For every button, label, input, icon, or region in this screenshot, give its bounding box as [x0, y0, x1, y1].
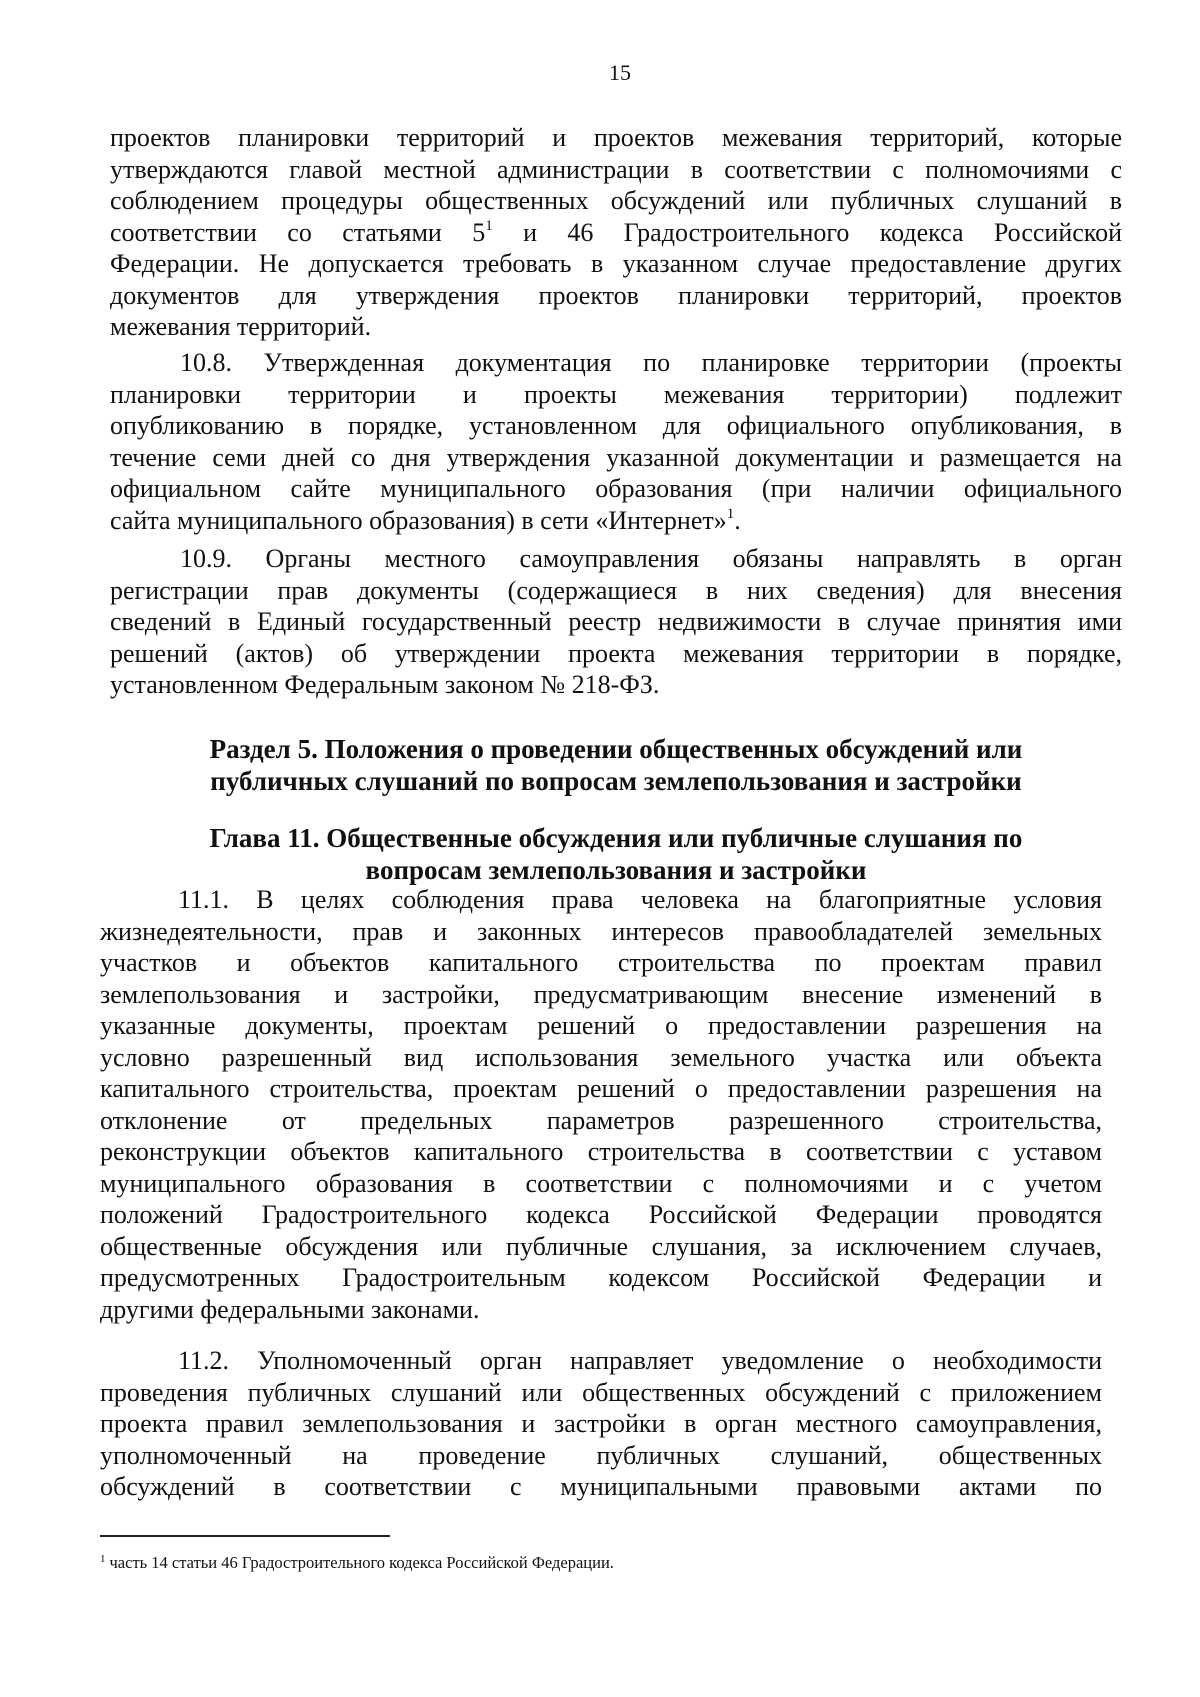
text-line: 10.8. Утвержденная документация по планировке территории (проекты	[180, 348, 1122, 377]
text-fragment: и 46 Градостроительного кодекса Российской	[492, 217, 1122, 247]
text-fragment: сайта муниципального образования) в сети «Интернет»	[110, 505, 727, 535]
text-line: регистрации прав документы (содержащиеся в них сведения) для внесения	[110, 575, 1122, 605]
text-line	[110, 505, 1122, 537]
text-line: планировки территории и проекты межевания территории) подлежит	[110, 379, 1122, 409]
footnote-reference: 1	[485, 217, 493, 234]
paragraph-continuation	[110, 122, 1122, 343]
text-line	[110, 217, 1122, 249]
footnote-text: часть 14 статьи 46 Градостроительного кодекса Российской Федерации.	[109, 1553, 614, 1572]
text-line: уполномоченный на проведение публичных слушаний, общественных	[100, 1440, 1102, 1470]
text-line: 11.1. В целях соблюдения права человека на благоприятные условия	[178, 885, 1102, 914]
text-line: положений Градостроительного кодекса Российской Федерации проводятся	[100, 1200, 1102, 1229]
footnote-marker: 1	[100, 1553, 106, 1565]
heading-line: Глава 11. Общественные обсуждения или публичные слушания по	[209, 823, 1023, 853]
text-line: муниципального образования в соответствии с полномочиями и с учетом	[100, 1168, 1102, 1198]
text-line: Федерации. Не допускается требовать в указанном случае предоставление других	[110, 249, 1122, 278]
text-line: официальном сайте муниципального образования (при наличии официального	[110, 474, 1122, 503]
text-line: межевания территорий.	[110, 312, 372, 341]
text-line: соблюдением процедуры общественных обсуждений или публичных слушаний в	[110, 186, 1122, 215]
text-line: проекта правил землепользования и застройки в орган местного самоуправления,	[100, 1409, 1102, 1438]
text-line: проведения публичных слушаний или общественных обсуждений с приложением	[100, 1377, 1102, 1407]
text-line: общественные обсуждения или публичные слушания, за исключением случаев,	[100, 1231, 1102, 1261]
paragraph-10-9	[110, 543, 1122, 701]
text-line: отклонение от предельных параметров разрешенного строительства,	[100, 1105, 1102, 1135]
heading-line: вопросам землепользования и застройки	[365, 855, 867, 885]
text-line: 10.9. Органы местного самоуправления обязаны направлять в орган	[180, 544, 1122, 573]
heading-line: публичных слушаний по вопросам землепользования и застройки	[210, 766, 1022, 796]
footnote	[100, 1552, 614, 1574]
paragraph-10-8	[110, 347, 1122, 536]
text-line: участков и объектов капитального строительства по проектам правил	[100, 948, 1102, 977]
text-line: землепользования и застройки, предусматривающим внесение изменений в	[100, 979, 1102, 1009]
page-number: 15	[609, 60, 631, 85]
text-line: реконструкции объектов капитального строительства в соответствии с уставом	[100, 1137, 1102, 1166]
heading-line: Раздел 5. Положения о проведении общественных обсуждений или	[209, 734, 1023, 764]
text-line: проектов планировки территорий и проектов межевания территорий, которые	[110, 123, 1122, 152]
chapter-heading	[110, 822, 1122, 886]
text-line: сведений в Единый государственный реестр недвижимости в случае принятия ими	[110, 607, 1122, 636]
text-line: другими федеральными законами.	[100, 1294, 480, 1324]
text-line: установленном Федеральным законом № 218-ФЗ.	[110, 670, 660, 699]
text-line: документов для утверждения проектов планировки территорий, проектов	[110, 280, 1122, 310]
text-fragment: соответствии со статьями 5	[110, 217, 486, 247]
text-fragment: .	[734, 505, 741, 535]
text-line: решений (актов) об утверждении проекта межевания территории в порядке,	[110, 638, 1122, 668]
paragraph-11-1	[100, 884, 1102, 1325]
text-line: указанные документы, проектам решений о предоставлении разрешения на	[100, 1011, 1102, 1040]
footnote-reference: 1	[726, 505, 735, 522]
text-line: условно разрешенный вид использования земельного участка или объекта	[100, 1042, 1102, 1072]
text-line: капитального строительства, проектам решений о предоставлении разрешения на	[100, 1074, 1102, 1103]
text-line: 11.2. Уполномоченный орган направляет уведомление о необходимости	[178, 1346, 1102, 1375]
text-line: утверждаются главой местной администрации в соответствии с полномочиями с	[110, 154, 1122, 184]
text-line: обсуждений в соответствии с муниципальными правовыми актами по	[100, 1472, 1102, 1501]
text-line: предусмотренных Градостроительным кодексом Российской Федерации и	[100, 1263, 1102, 1292]
text-line: опубликованию в порядке, установленном для официального опубликования, в	[110, 411, 1122, 440]
section-heading	[110, 733, 1122, 797]
paragraph-11-2	[100, 1345, 1102, 1503]
footnote-separator	[100, 1535, 390, 1537]
text-line: течение семи дней со дня утверждения указанной документации и размещается на	[110, 442, 1122, 472]
text-line: жизнедеятельности, прав и законных интересов правообладателей земельных	[100, 916, 1102, 946]
